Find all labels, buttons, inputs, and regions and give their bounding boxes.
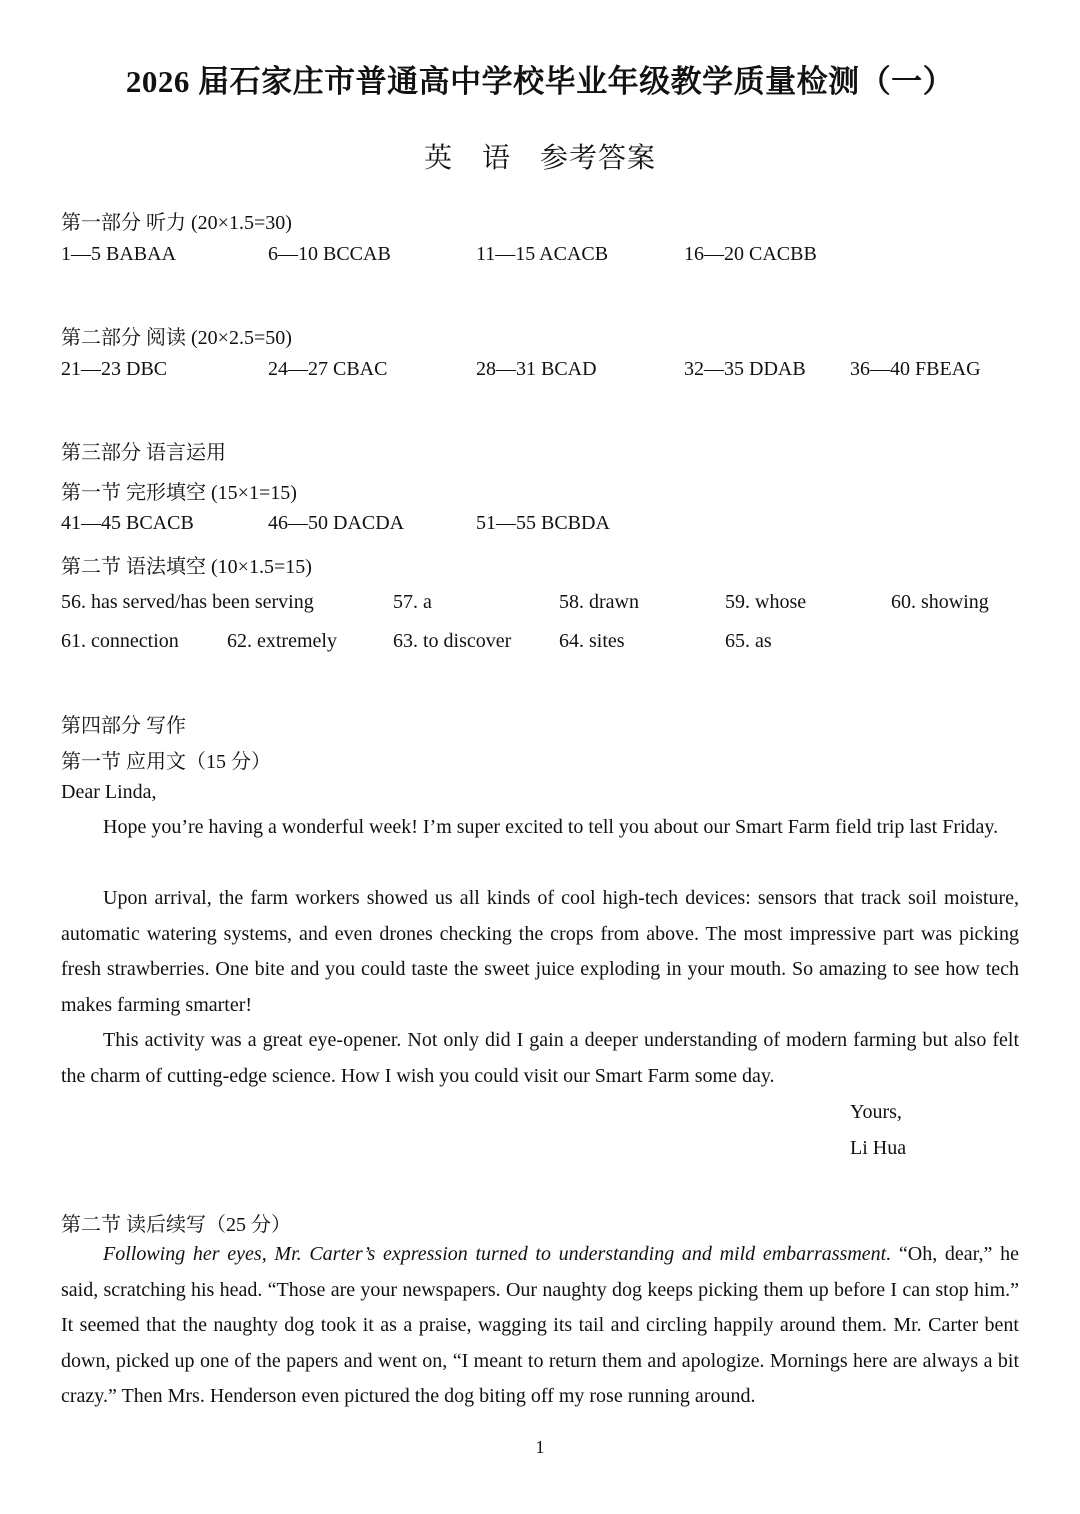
part3-section1-heading: 第一节 完形填空 (15×1=15) [61,482,297,504]
answer-group: 51—55 BCBDA [476,512,610,534]
letter-closing: Yours, [850,1101,902,1123]
part4-heading: 第四部分 写作 [61,715,186,737]
answer-group: 28—31 BCAD [476,358,597,380]
part4-section1-heading: 第一节 应用文（15 分） [61,751,271,773]
letter-salutation: Dear Linda, [61,781,157,803]
answer-group: 32—35 DDAB [684,358,806,380]
answer-group: 46—50 DACDA [268,512,405,534]
part1-heading: 第一部分 听力 (20×1.5=30) [61,212,292,234]
answer-group: 1—5 BABAA [61,243,177,265]
page-number: 1 [535,1437,545,1457]
grammar-answer: 56. has served/has been serving [61,591,314,613]
part4-section2-heading: 第二节 读后续写（25 分） [61,1214,291,1236]
continuation-paragraph [61,1237,1019,1415]
grammar-answer: 62. extremely [227,630,337,652]
answer-group: 6—10 BCCAB [268,243,391,265]
part2-heading: 第二部分 阅读 (20×2.5=50) [61,327,292,349]
grammar-answer: 60. showing [891,591,989,613]
answer-group: 11—15 ACACB [476,243,609,265]
grammar-answer: 59. whose [725,591,807,613]
letter-signature: Li Hua [850,1137,907,1159]
answer-group: 36—40 FBEAG [850,358,981,380]
grammar-answer: 63. to discover [393,630,512,652]
answer-group: 16—20 CACBB [684,243,817,265]
grammar-answer: 64. sites [559,630,625,652]
page-title: 2026 届石家庄市普通高中学校毕业年级教学质量检测（一） [125,64,955,99]
part3-section2-heading: 第二节 语法填空 (10×1.5=15) [61,556,312,578]
page-subtitle: 英 语 参考答案 [423,143,656,174]
letter-paragraph: This activity was a great eye-opener. Not only did I gain a deeper understanding of modern farming but also felt the charm of cutting-edge science. How I wish you could visit our Smart Farm some day. [61,1029,1019,1087]
grammar-answer: 57. a [393,591,432,613]
grammar-answer: 58. drawn [559,591,639,613]
continuation-lead-sentence: Following her eyes, Mr. Carter’s expression turned to understanding and mild embarrassment. [103,1243,892,1265]
part3-heading: 第三部分 语言运用 [61,442,226,464]
continuation-text: “Oh, dear,” he said, scratching his head. “Those are your newspapers. Our naughty dog keeps picking them up before I can stop him.” It seemed that the naughty dog took it as a praise, wagging its tail and circling happily around them. Mr. Carter bent down, picked up one of the papers and went on, “I meant to return them and apologize. Mornings here are always a bit crazy.” Then Mrs. Henderson even pictured the dog biting off my rose running around. [61,1243,1019,1408]
answer-group: 24—27 CBAC [268,358,388,380]
letter-paragraph: Upon arrival, the farm workers showed us all kinds of cool high-tech devices: sensors that track soil moisture, automatic watering systems, and even drones checking the crops from above. The most impressive part was picking fresh strawberries. One bite and you could taste the sweet juice exploding in your mouth. So amazing to see how tech makes farming smarter! [61,887,1019,1016]
grammar-answer: 61. connection [61,630,179,652]
answer-group: 41—45 BCACB [61,512,194,534]
letter-paragraph: Hope you’re having a wonderful week! I’m super excited to tell you about our Smart Farm field trip last Friday. [103,816,999,838]
grammar-answer: 65. as [725,630,772,652]
answer-group: 21—23 DBC [61,358,168,380]
